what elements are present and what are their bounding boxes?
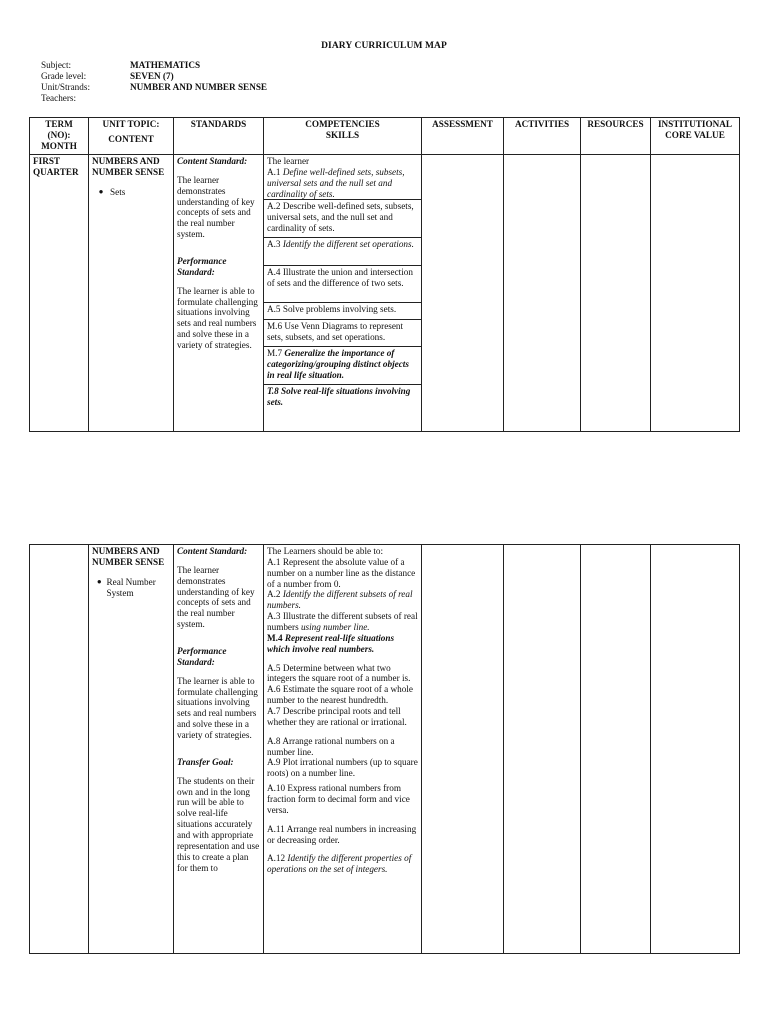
competency-item [264,385,421,412]
meta-row-subject [41,60,267,71]
competency-text: Express rational numbers from fraction form to decimal form and vice versa. [267,783,410,815]
competency-code: A.10 [267,783,286,794]
competency-item [264,266,421,303]
competency-item [267,557,418,590]
meta-label: Teachers: [41,93,77,103]
competency-code: A.2 [267,589,281,600]
competency-text: Illustrate the union and intersection of sets and the difference of two sets. [267,267,413,288]
resources-cell [581,155,651,432]
competency-item [267,736,418,758]
transfer-goal-text: The students on their own and in the long run will be able to solve real-life situations accurately and with appropriate representation and use this to create a plan for them to [177,775,260,873]
competency-code: A.8 [267,735,281,746]
competency-item [264,347,421,385]
competency-code: A.1 [267,556,281,567]
competency-item [264,238,421,266]
transfer-goal-label: Transfer Goal: [177,756,234,767]
competency-code: M.7 [267,348,283,358]
competency-text: Define well-defined sets, subsets, universal sets and the null set and cardinality of sets. [267,166,405,199]
standards-cell [174,155,264,432]
competency-item [264,200,421,238]
competency-text: Identify the different subsets of real numbers. [267,589,413,611]
performance-standard-label: Performance Standard: [177,646,227,667]
competencies-cell [264,545,422,954]
competency-text: Describe principal roots and tell whether they are rational or irrational. [267,706,407,727]
table-row [30,155,740,432]
meta-label: Grade level: [41,71,87,81]
competency-item [267,853,418,875]
unit-name: NUMBERS AND NUMBER SENSE [92,546,165,567]
competency-code: A.12 [267,853,286,864]
competency-item [264,320,421,347]
competency-text: Estimate the square root of a whole number to the nearest hundredth. [267,684,413,706]
competencies-cell [264,155,422,432]
competency-code: A.4 [267,267,281,277]
table-header-row [30,118,740,155]
competency-code: A.6 [267,684,281,695]
content-standard-text: The learner demonstrates understanding of key concepts of sets and the real number system. [177,174,255,240]
competency-code: A.2 [267,201,281,211]
competency-text: Solve problems involving sets. [282,304,397,314]
competency-text: Determine between what two integers the square root of a number is. [267,662,411,684]
competency-code: A.11 [267,823,285,834]
competency-intro: The Learners should be able to: [267,546,384,556]
competency-item [267,611,418,633]
curriculum-table-1 [29,117,740,432]
document-title: DIARY CURRICULUM MAP [321,41,447,51]
curriculum-table-2 [29,544,740,954]
competency-code: M.4 [267,632,283,643]
topic-bullet [92,577,170,599]
competency-code: A.3 [267,239,281,249]
competency-item [264,303,421,320]
competency-item [267,589,418,611]
header-core-value: INSTITUTIONAL CORE VALUE [651,118,740,155]
meta-row-grade [41,71,267,82]
content-standard-label: Content Standard: [177,546,248,556]
header-resources: RESOURCES [581,118,651,155]
competency-item [267,663,418,685]
competency-text-italic: using number line. [300,622,370,633]
core-value-cell [651,155,740,432]
competency-code: A.3 [267,611,281,622]
resources-cell [581,545,651,954]
competency-text: Arrange real numbers in increasing or decreasing order. [267,823,417,845]
content-standard-label: Content Standard: [177,156,248,166]
activities-cell [504,545,581,954]
header-standards: STANDARDS [174,118,264,155]
performance-standard-text: The learner is able to formulate challenging situations involving sets and real numbers and solve these in a variety of strategies. [177,285,258,351]
meta-label: Unit/Strands: [41,82,91,92]
topic-bullet [92,187,170,198]
topic-label: Real Number System [106,576,156,598]
meta-row-teachers [41,93,267,104]
competency-item [267,783,418,816]
competency-code: A.7 [267,706,281,717]
unit-cell [89,155,174,432]
meta-value: SEVEN (7) [130,71,174,81]
table-row [30,545,740,954]
competency-text: Represent the absolute value of a number on a number line as the distance of a number from 0. [267,556,416,589]
unit-name: NUMBERS AND NUMBER SENSE [92,156,165,177]
competency-item [264,155,421,200]
competency-code: A.9 [267,757,281,768]
competency-code: A.5 [267,662,281,673]
meta-label: Subject: [41,60,72,70]
standards-cell [174,545,264,954]
meta-value: MATHEMATICS [130,60,201,70]
competency-text: Identify the different set operations. [282,239,414,249]
performance-standard-text: The learner is able to formulate challenging situations involving sets and real numbers and solve these in a variety of strategies. [177,675,258,741]
header-competencies [264,118,422,155]
competency-intro: The learner [267,156,310,166]
competency-text: Solve real-life situations involving sets. [267,386,411,407]
competency-text: Illustrate the different subsets of real numbers [267,611,418,633]
competency-text: Generalize the importance of categorizing/grouping distinct objects in real life situation. [267,348,409,380]
bullet-icon: ● [98,186,104,196]
competency-text: Identify the different properties of operations on the set of integers. [267,853,412,875]
competency-code: M.6 [267,321,283,331]
competency-text: Arrange rational numbers on a number line. [267,735,395,757]
term-cell [30,545,89,954]
content-standard-text: The learner demonstrates understanding of key concepts of sets and the real number system. [177,564,255,630]
competency-text: Represent real-life situations which involve real numbers. [267,632,395,654]
meta-row-unit [41,82,267,93]
document-meta [41,60,267,104]
competency-code: T.8 [267,386,279,396]
term-cell: FIRST QUARTER [30,155,89,432]
performance-standard-label: Performance Standard: [177,256,227,277]
competency-item [267,633,418,655]
activities-cell [504,155,581,432]
header-term-label: TERM (NO): [45,119,73,140]
header-activities: ACTIVITIES [504,118,581,155]
competency-item [267,684,418,706]
competency-code: A.1 [267,166,281,177]
header-unit-topic [89,118,174,155]
bullet-icon: ● [96,576,102,586]
assessment-cell [422,545,504,954]
competency-item [267,824,418,846]
header-term [30,118,89,155]
assessment-cell [422,155,504,432]
competency-item [267,757,418,779]
header-month-label: MONTH [41,140,77,151]
meta-value: NUMBER AND NUMBER SENSE [130,82,268,92]
competency-text: Describe well-defined sets, subsets, universal sets, and the null set and cardinality of sets. [267,201,414,233]
competency-code: A.5 [267,304,281,314]
header-assessment: ASSESSMENT [422,118,504,155]
header-skills-label: SKILLS [325,129,360,140]
competency-text: Plot irrational numbers (up to square roots) on a number line. [267,757,418,779]
competency-text: Use Venn Diagrams to represent sets, subsets, and set operations. [267,321,404,342]
topic-label: Sets [110,186,126,197]
header-competencies-label: COMPETENCIES [305,119,380,129]
unit-cell [89,545,174,954]
competency-item [267,706,418,728]
core-value-cell [651,545,740,954]
header-content-label: CONTENT [108,133,154,144]
header-unit-topic-label: UNIT TOPIC: [102,119,160,129]
